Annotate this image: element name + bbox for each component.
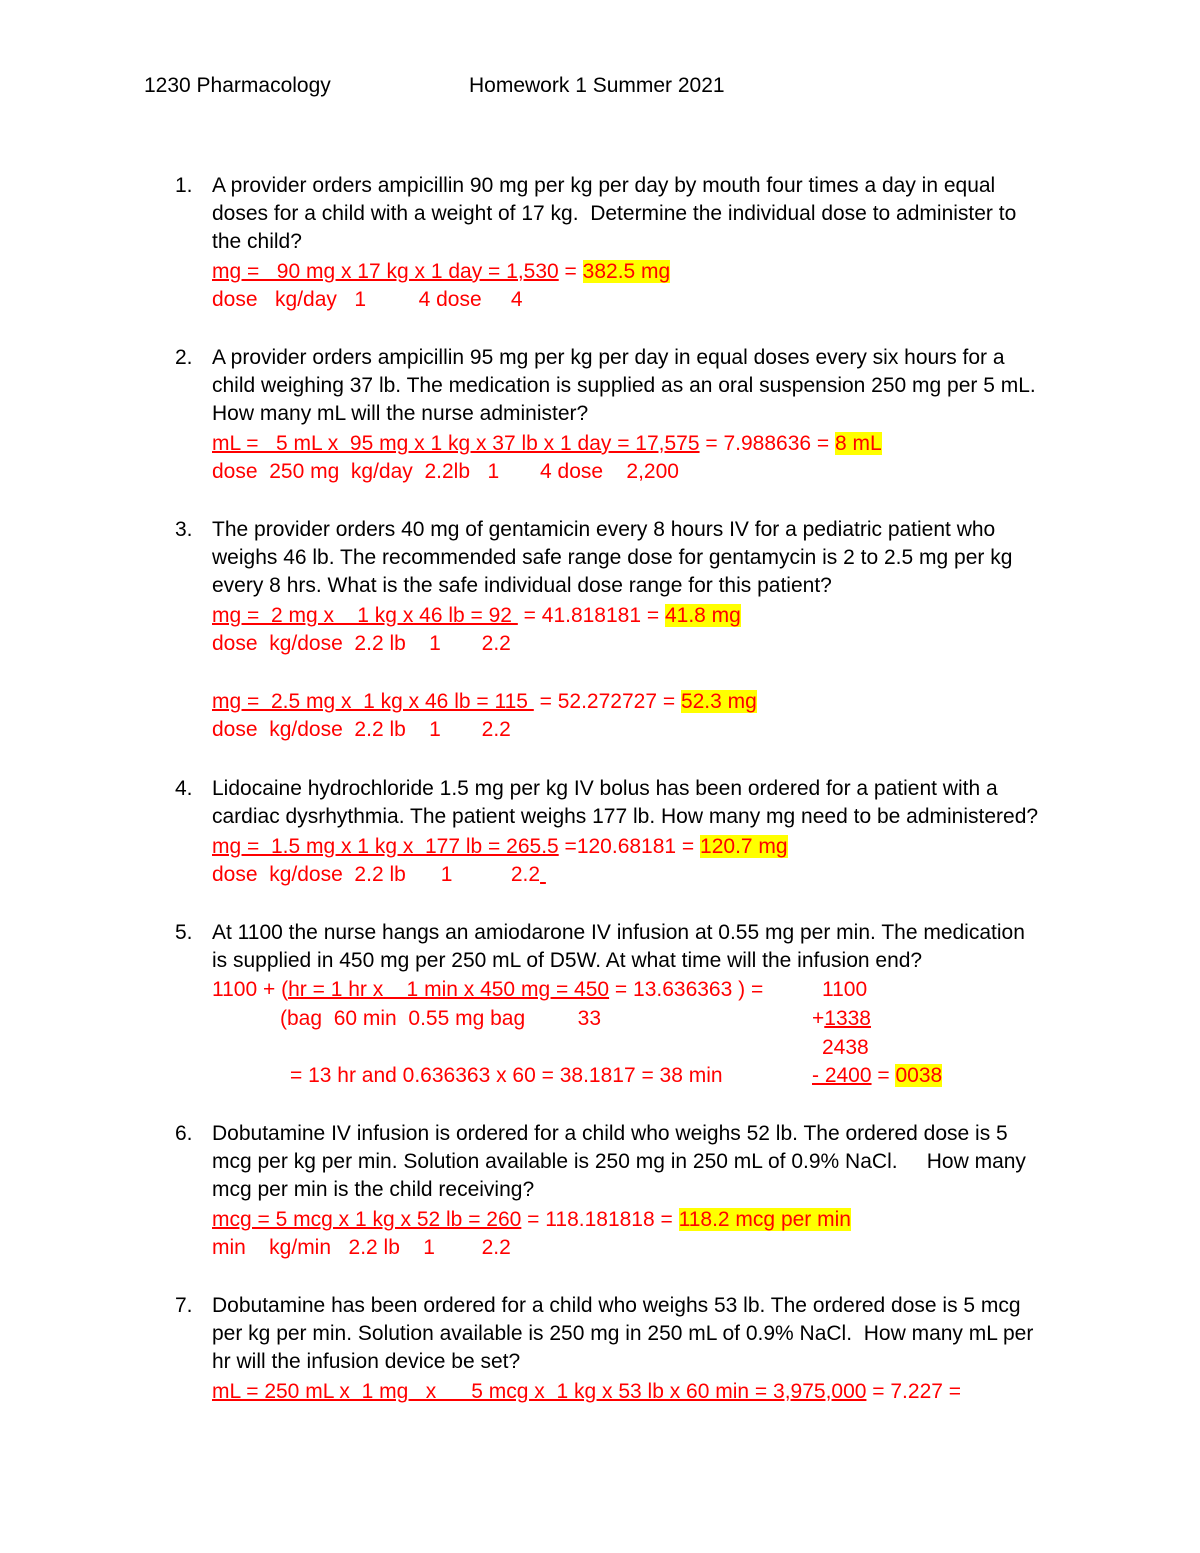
- formula-equals: = 13.636363 ) =: [609, 978, 764, 1001]
- question-text: hr will the infusion device be set?: [212, 1350, 521, 1373]
- sum-total: 2438: [822, 1036, 869, 1059]
- formula-denominator: dose 250 mg kg/day 2.2lb 1 4 dose 2,200: [212, 460, 679, 483]
- question-text: Dobutamine IV infusion is ordered for a child who weighs 52 lb. The ordered dose is 5: [212, 1122, 1008, 1145]
- question-text: weighs 46 lb. The recommended safe range dose for gentamycin is 2 to 2.5 mg per kg: [212, 546, 1013, 569]
- denominator-text: dose kg/dose 2.2 lb 1 2.2: [212, 863, 541, 886]
- answer-work: [212, 1206, 851, 1234]
- formula-equals: =: [871, 1064, 896, 1087]
- answer-work: [212, 602, 741, 630]
- question-text: A provider orders ampicillin 95 mg per kg per day in equal doses every six hours for a: [212, 346, 1005, 369]
- formula-equals: = 52.272727 =: [533, 690, 681, 713]
- start-time: 1100 + (: [212, 978, 289, 1001]
- answer-work: [212, 688, 757, 716]
- course-title: 1230 Pharmacology: [144, 74, 331, 97]
- formula-equals: =120.68181 =: [558, 835, 701, 858]
- conversion-work: = 13 hr and 0.636363 x 60 = 38.1817 = 38 min: [290, 1064, 723, 1087]
- answer-work: [212, 1378, 961, 1406]
- question-text: mcg per kg per min. Solution available is 250 mg in 250 mL of 0.9% NaCl. How many: [212, 1150, 1026, 1173]
- formula-denominator: [212, 861, 546, 889]
- question-text: the child?: [212, 230, 302, 253]
- question-number: 3.: [175, 518, 193, 541]
- formula-equals: = 7.988636 =: [699, 432, 836, 455]
- question-text: per kg per min. Solution available is 250 mg in 250 mL of 0.9% NaCl. How many mL per: [212, 1322, 1034, 1345]
- question-text: The provider orders 40 mg of gentamicin every 8 hours IV for a pediatric patient who: [212, 518, 996, 541]
- homework-title: Homework 1 Summer 2021: [469, 74, 725, 97]
- sum-subtract: [812, 1062, 942, 1090]
- formula-denominator: dose kg/dose 2.2 lb 1 2.2: [212, 718, 511, 741]
- formula-numerator: mg = 90 mg x 17 kg x 1 day = 1,530: [212, 260, 559, 283]
- question-text: Dobutamine has been ordered for a child who weighs 53 lb. The ordered dose is 5 mcg: [212, 1294, 1021, 1317]
- formula-numerator: mL = 250 mL x 1 mg x 5 mcg x 1 kg x 53 lb x 60 min = 3,975,000: [212, 1380, 867, 1403]
- answer-work: [212, 430, 882, 458]
- question-text: every 8 hrs. What is the safe individual dose range for this patient?: [212, 574, 832, 597]
- plus-sign: +: [812, 1007, 825, 1030]
- final-answer: 118.2 mcg per min: [678, 1208, 851, 1231]
- question-text: mcg per min is the child receiving?: [212, 1178, 535, 1201]
- formula-denominator: dose kg/dose 2.2 lb 1 2.2: [212, 632, 511, 655]
- formula-numerator: mg = 2 mg x 1 kg x 46 lb = 92: [212, 604, 518, 627]
- question-text: child weighing 37 lb. The medication is supplied as an oral suspension 250 mg per 5 mL.: [212, 374, 1036, 397]
- final-answer: 41.8 mg: [664, 604, 741, 627]
- formula-equals: =: [558, 260, 583, 283]
- underline-space: [540, 863, 546, 886]
- formula-denominator: (bag 60 min 0.55 mg bag 33: [280, 1007, 602, 1030]
- question-number: 1.: [175, 174, 193, 197]
- answer-work: [212, 976, 763, 1004]
- question-number: 6.: [175, 1122, 193, 1145]
- answer-work: [212, 258, 670, 286]
- formula-numerator: mg = 1.5 mg x 1 kg x 177 lb = 265.5: [212, 835, 559, 858]
- question-number: 2.: [175, 346, 193, 369]
- question-text: cardiac dysrhythmia. The patient weighs 177 lb. How many mg need to be administered?: [212, 805, 1039, 828]
- answer-work: [212, 833, 788, 861]
- formula-equals: = 118.181818 =: [521, 1208, 679, 1231]
- sum-add: [812, 1005, 871, 1033]
- final-answer: 8 mL: [835, 432, 882, 455]
- formula-numerator: mL = 5 mL x 95 mg x 1 kg x 37 lb x 1 day = 17,575: [212, 432, 700, 455]
- question-text: doses for a child with a weight of 17 kg. Determine the individual dose to administer to: [212, 202, 1017, 225]
- question-text: A provider orders ampicillin 90 mg per kg per day by mouth four times a day in equal: [212, 174, 996, 197]
- subtrahend: - 2400: [812, 1064, 872, 1087]
- sum-addend: 1338: [824, 1007, 871, 1030]
- question-number: 5.: [175, 921, 193, 944]
- final-answer: 382.5 mg: [582, 260, 671, 283]
- final-answer: 120.7 mg: [700, 835, 788, 858]
- formula-denominator: min kg/min 2.2 lb 1 2.2: [212, 1236, 511, 1259]
- formula-numerator: hr = 1 hr x 1 min x 450 mg = 450: [288, 978, 610, 1001]
- question-number: 4.: [175, 777, 193, 800]
- question-text: is supplied in 450 mg per 250 mL of D5W. At what time will the infusion end?: [212, 949, 923, 972]
- sum-start: 1100: [822, 978, 868, 1001]
- final-answer: 52.3 mg: [680, 690, 757, 713]
- question-text: Lidocaine hydrochloride 1.5 mg per kg IV bolus has been ordered for a patient with a: [212, 777, 998, 800]
- formula-equals: = 7.227 =: [866, 1380, 962, 1403]
- formula-numerator: mg = 2.5 mg x 1 kg x 46 lb = 115: [212, 690, 534, 713]
- formula-equals: = 41.818181 =: [517, 604, 665, 627]
- final-answer: 0038: [895, 1064, 943, 1087]
- question-text: At 1100 the nurse hangs an amiodarone IV infusion at 0.55 mg per min. The medication: [212, 921, 1025, 944]
- formula-denominator: dose kg/day 1 4 dose 4: [212, 288, 523, 311]
- formula-numerator: mcg = 5 mcg x 1 kg x 52 lb = 260: [212, 1208, 522, 1231]
- question-text: How many mL will the nurse administer?: [212, 402, 589, 425]
- question-number: 7.: [175, 1294, 193, 1317]
